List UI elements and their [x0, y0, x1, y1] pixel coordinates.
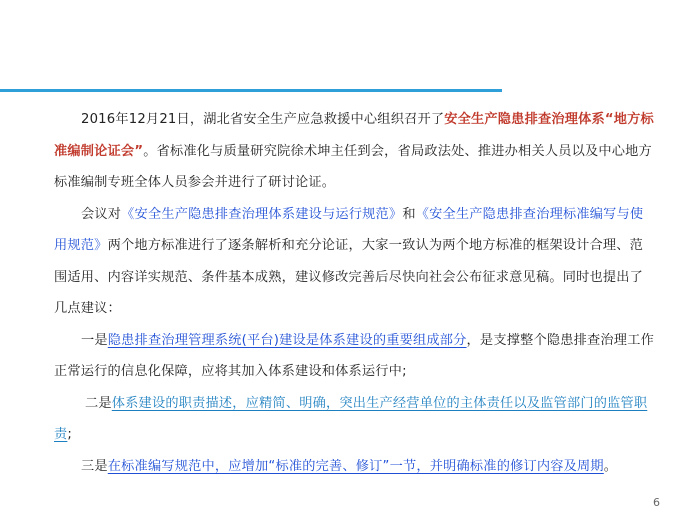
standard-title-1: 《安全生产隐患排查治理体系建设与运行规范》 — [121, 206, 403, 222]
header-accent-rule — [0, 89, 502, 92]
paragraph-text: ; — [67, 427, 73, 442]
paragraph-text: 会议对 — [81, 206, 122, 222]
suggestion-lead: 三是 — [81, 458, 108, 474]
suggestion-1 — [54, 325, 654, 388]
paragraph-text: 。省标准化与质量研究院徐术坤主任到会，省局政法处、推进办相关人员以及中心地方标准编制专班全体人员参会并进行了研讨论证。 — [54, 143, 652, 190]
standard-title-2: 《安全生产隐患排查治理标准编写与使用规范》 — [54, 206, 644, 253]
paragraph-meeting-conclusion — [54, 199, 654, 325]
page-number: 6 — [653, 496, 660, 509]
suggestion-1-link[interactable]: 隐患排查治理管理系统(平台)建设是体系建设的重要组成部分 — [107, 332, 467, 348]
paragraph-text: ，是支撑整个隐患排查治理工作正常运行的信息化保障，应将其加入体系建设和体系运行中; — [54, 332, 654, 379]
suggestion-lead: 一是 — [81, 332, 108, 348]
suggestion-2-link[interactable]: 体系建设的职责描述，应精简、明确，突出生产经营单位的主体责任以及监管部门的监管职责 — [54, 395, 648, 442]
suggestion-lead: 二是 — [85, 395, 112, 411]
paragraph-text: 和 — [402, 206, 416, 222]
suggestion-2 — [54, 388, 654, 451]
paragraph-text: 2016年12月21日，湖北省安全生产应急救援中心组织召开了 — [81, 112, 445, 127]
paragraph-text: 。 — [603, 458, 618, 474]
suggestion-3 — [54, 451, 654, 483]
meeting-name-highlight: 安全生产隐患排查治理体系“地方标准编制论证会” — [54, 112, 654, 159]
slide-body — [54, 104, 654, 482]
paragraph-meeting-intro — [54, 104, 654, 199]
suggestion-3-link[interactable]: 在标准编写规范中，应增加“标准的完善、修订”一节，并明确标准的修订内容及周期 — [107, 458, 604, 474]
paragraph-text: 两个地方标准进行了逐条解析和充分论证，大家一致认为两个地方标准的框架设计合理、范围适用、内容详实规范、条件基本成熟，建议修改完善后尽快向社会公布征求意见稿。同时也提出了几点建议： — [54, 238, 644, 316]
